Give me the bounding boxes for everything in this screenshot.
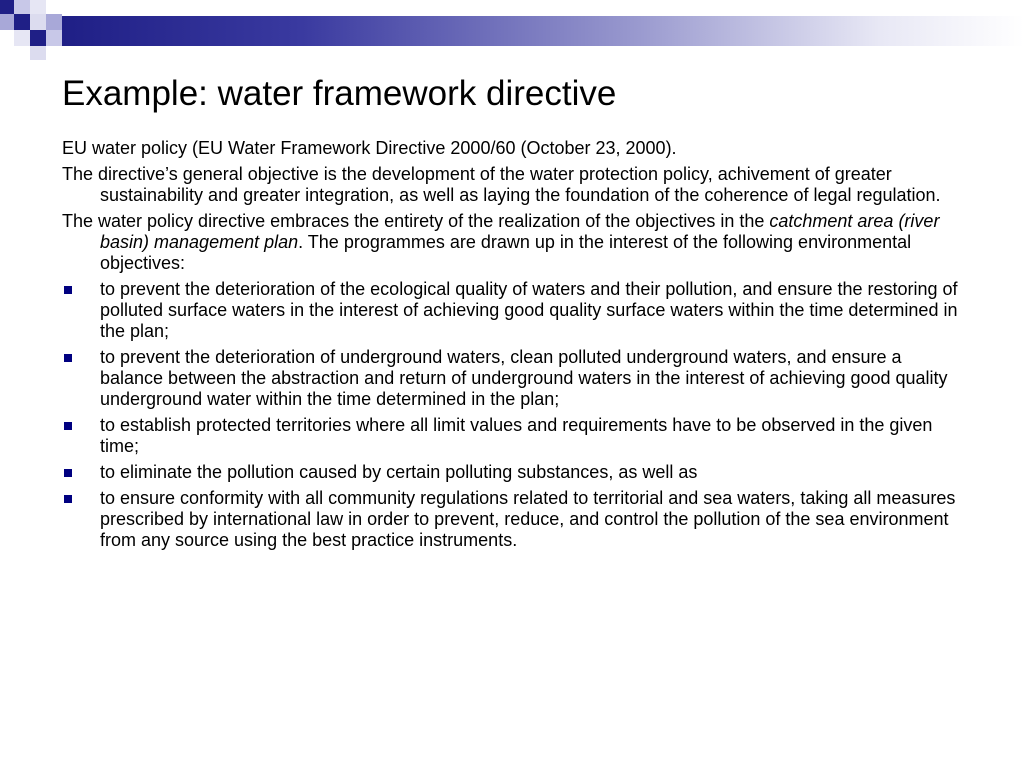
header-gradient-bar [62,16,1024,46]
paragraph-objective: The directive’s general objective is the development of the water protection policy, achivement of greater sustainability and greater integration, as well as laying the foundation of the coherence of legal regulation. [62,164,941,205]
square-bullet-icon [64,286,72,294]
bullet-text: to prevent the deterioration of underground waters, clean polluted underground waters, and ensure a balance between the abstraction and return of underground waters in the interest of achieving good quality underground water within the time determined in the plan; [100,347,948,409]
decor-square [30,46,46,60]
bullet-item [62,462,962,483]
bullet-item [62,415,962,457]
decor-square [46,30,62,46]
square-bullet-icon [64,422,72,430]
slide-title: Example: water framework directive [62,74,617,113]
bullet-text: to ensure conformity with all community regulations related to territorial and sea waters, taking all measures prescribed by international law in order to prevent, reduce, and control the pollution of the sea environment from any source using the best practice instruments. [100,488,956,550]
bullet-item [62,279,962,342]
bullet-text: to establish protected territories where all limit values and requirements have to be observed in the given time; [100,415,933,456]
bullet-text: to prevent the deterioration of the ecological quality of waters and their pollution, and ensure the restoring of polluted surface waters in the interest of achieving good quality surface waters within the time determined in the plan; [100,279,958,341]
paragraph-scope [62,211,962,274]
header-decoration [0,0,1024,60]
decor-square [30,0,46,14]
bullet-text: to eliminate the pollution caused by certain polluting substances, as well as [100,462,698,482]
square-bullet-icon [64,354,72,362]
decor-square [0,14,14,30]
paragraph-intro: EU water policy (EU Water Framework Directive 2000/60 (October 23, 2000). [62,138,677,158]
decor-square [14,14,30,30]
decor-square [30,14,46,30]
decor-square [14,30,30,46]
paragraph-scope-post: . The programmes are drawn up in the interest of the following environmental objectives: [100,232,912,273]
decor-square [14,0,30,14]
decor-square [46,14,62,30]
paragraph-scope-pre: The water policy directive embraces the entirety of the realization of the objectives in the [62,211,770,231]
square-bullet-icon [64,469,72,477]
square-bullet-icon [64,495,72,503]
decor-square [30,30,46,46]
decor-square [0,0,14,14]
bullet-item [62,488,962,551]
bullet-item [62,347,962,410]
paragraph-scope-emphasis: catchment area (river basin) management plan [100,211,940,252]
slide-body [62,138,962,556]
